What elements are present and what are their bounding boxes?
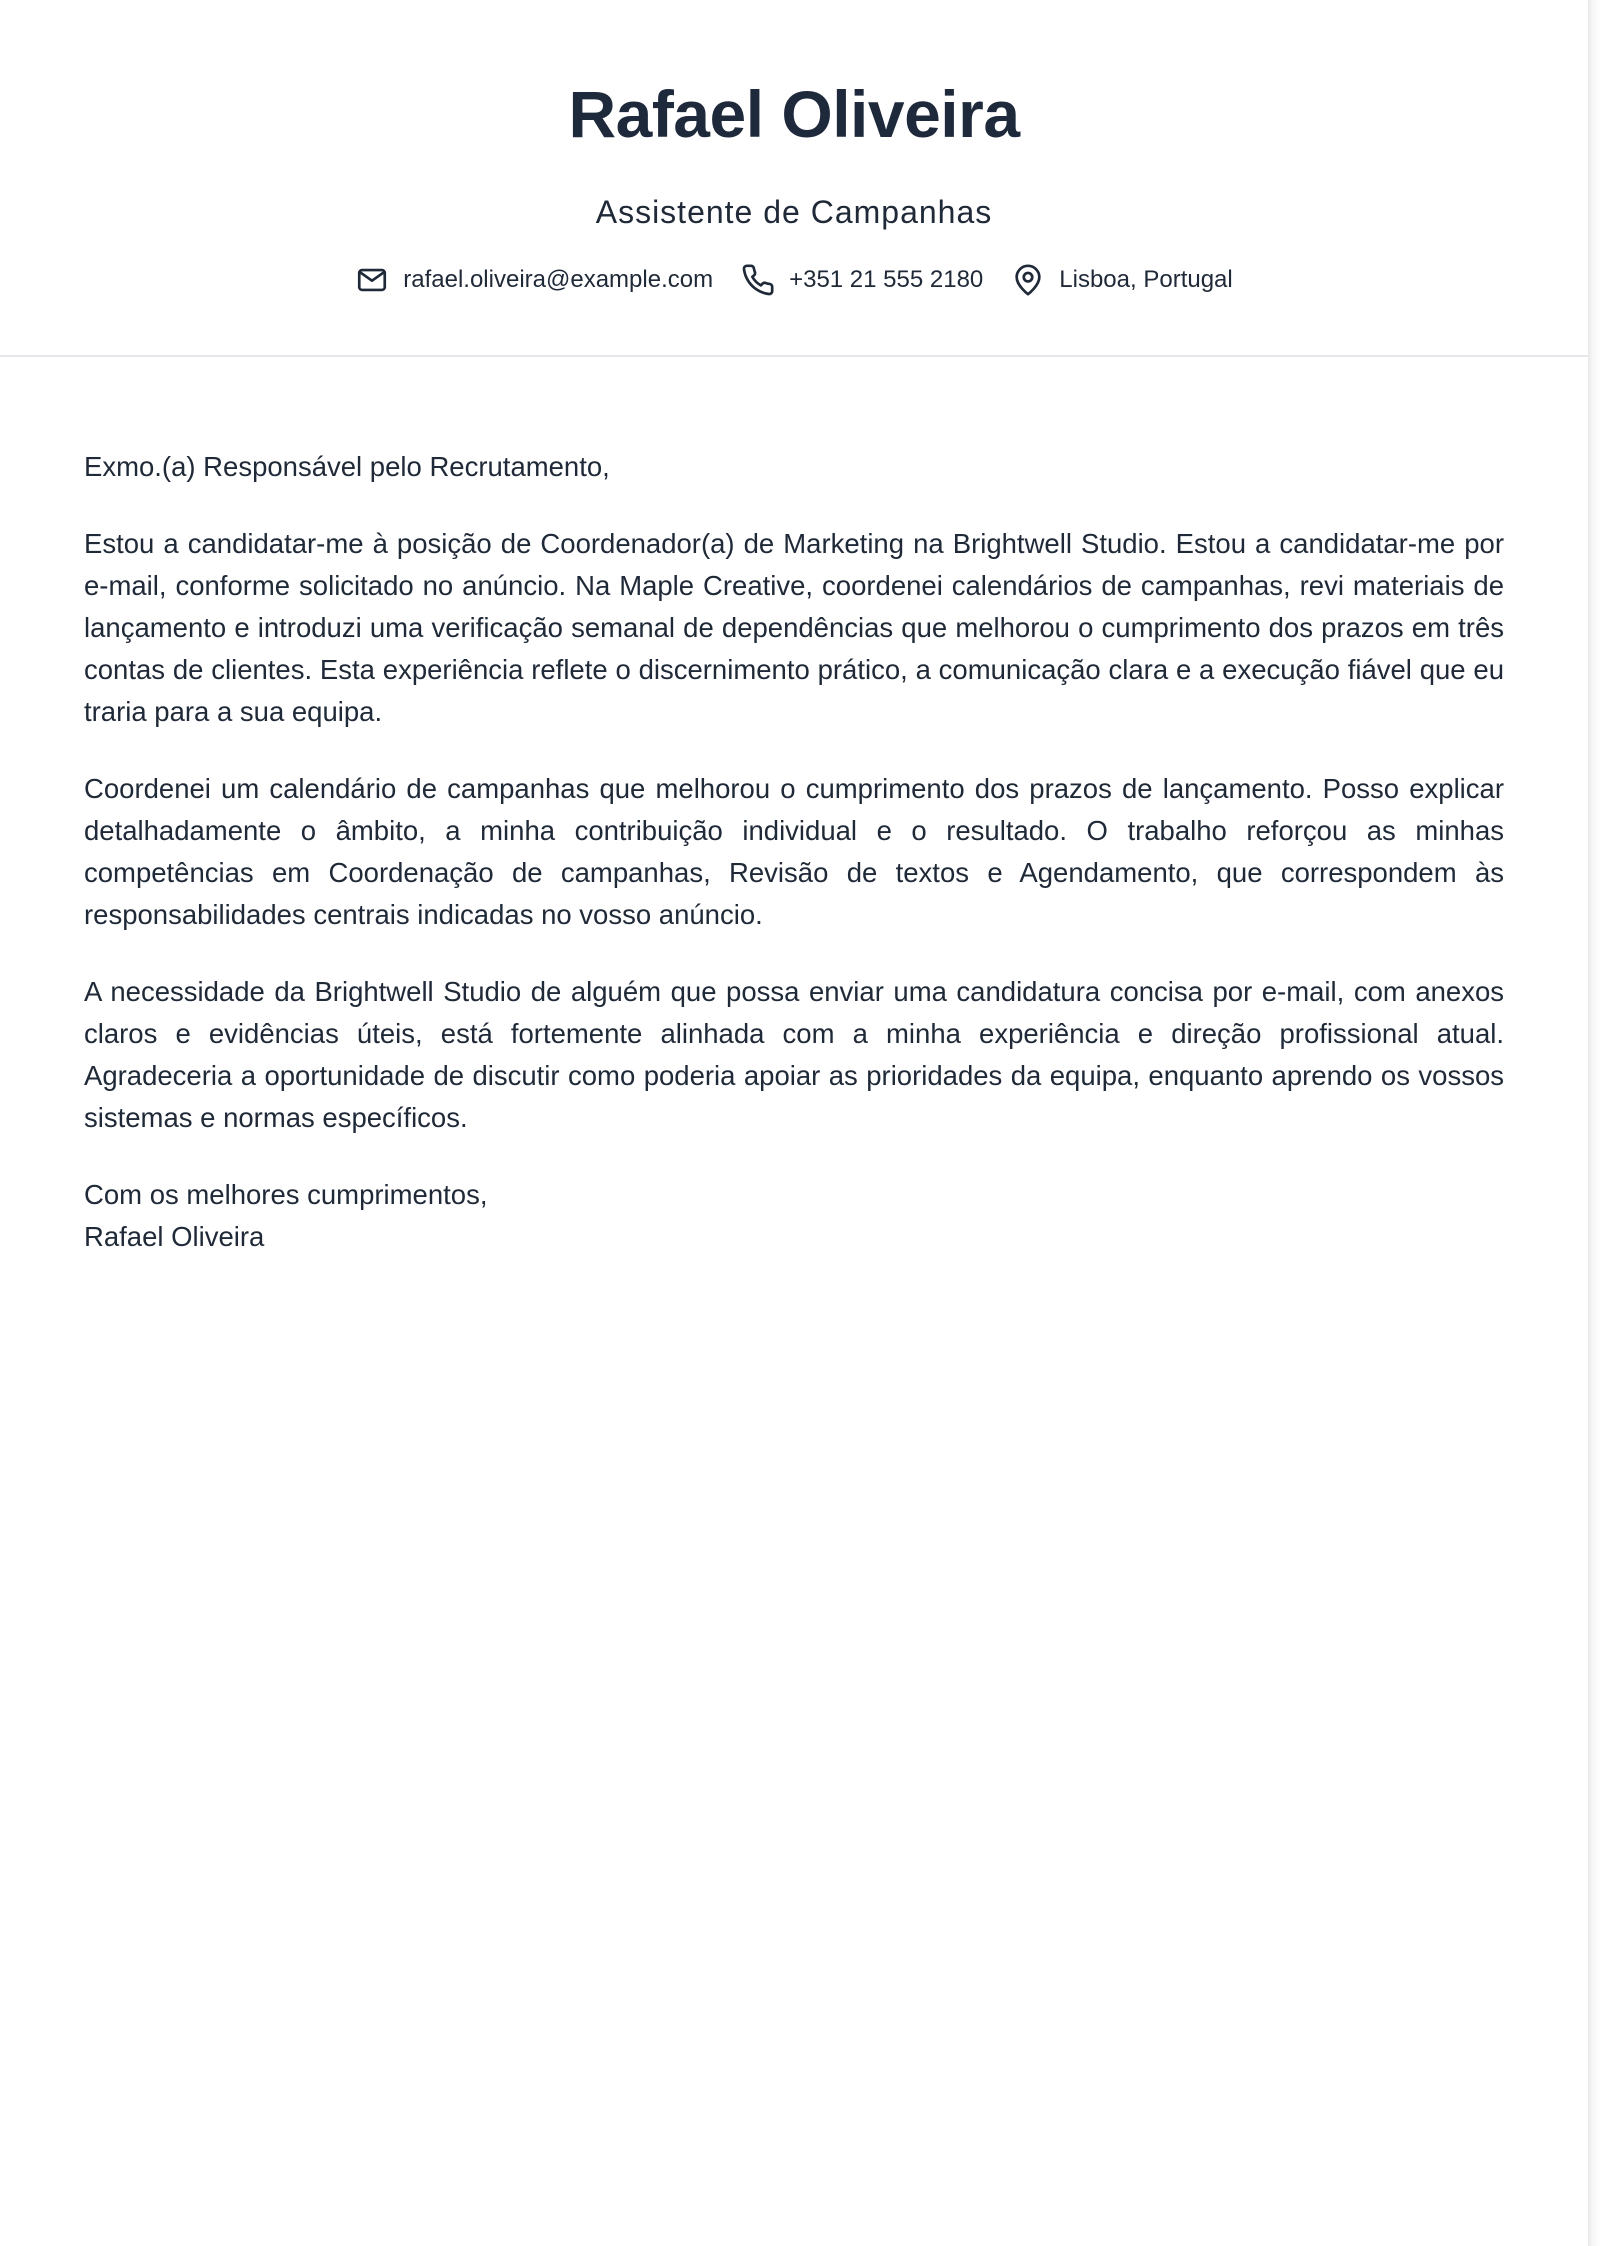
- applicant-name: Rafael Oliveira: [568, 77, 1020, 151]
- mail-icon: [355, 263, 389, 297]
- letter-header: [0, 0, 1588, 357]
- phone-icon: [741, 263, 775, 297]
- closing-block: [84, 1174, 1504, 1258]
- contact-phone: [741, 262, 983, 298]
- signature-name: Rafael Oliveira: [84, 1221, 265, 1252]
- page-edge-shadow: [1588, 0, 1600, 2246]
- body-paragraph-2: Coordenei um calendário de campanhas que melhorou o cumprimento dos prazos de lançamento. Posso explicar detalhadamente o âmbito, a minha contribuição individual e o resultado. O trabalho reforçou as minhas competências em Coordenação de campanhas, Revisão de textos e Agendamento, que correspondem às responsabilidades centrais indicadas no vosso anúncio.: [84, 773, 1504, 930]
- closing-phrase: Com os melhores cumprimentos,: [84, 1179, 488, 1210]
- letter-body: [84, 446, 1504, 1293]
- body-paragraph-3: A necessidade da Brightwell Studio de alguém que possa enviar uma candidatura concisa por e-mail, com anexos claros e evidências úteis, está fortemente alinhada com a minha experiência e direção profissional atual. Agradeceria a oportunidade de discutir como poderia apoiar as prioridades da equipa, enquanto aprendo os vossos sistemas e normas específicos.: [84, 976, 1504, 1133]
- email-address: rafael.oliveira@example.com: [403, 266, 714, 293]
- map-pin-icon: [1011, 263, 1045, 297]
- location-text: Lisboa, Portugal: [1059, 266, 1233, 293]
- phone-number: +351 21 555 2180: [789, 266, 984, 293]
- contact-location: [1011, 262, 1232, 298]
- contact-email: [355, 262, 713, 298]
- contact-info: [0, 262, 1588, 298]
- body-paragraph-1: Estou a candidatar-me à posição de Coordenador(a) de Marketing na Brightwell Studio. Estou a candidatar-me por e-mail, conforme solicitado no anúncio. Na Maple Creative, coordenei calendários de campanhas, revi materiais de lançamento e introduzi uma verificação semanal de dependências que melhorou o cumprimento dos prazos em três contas de clientes. Esta experiência reflete o discernimento prático, a comunicação clara e a execução fiável que eu traria para a sua equipa.: [84, 528, 1504, 727]
- salutation: Exmo.(a) Responsável pelo Recrutamento,: [84, 451, 610, 482]
- applicant-title: Assistente de Campanhas: [595, 194, 993, 230]
